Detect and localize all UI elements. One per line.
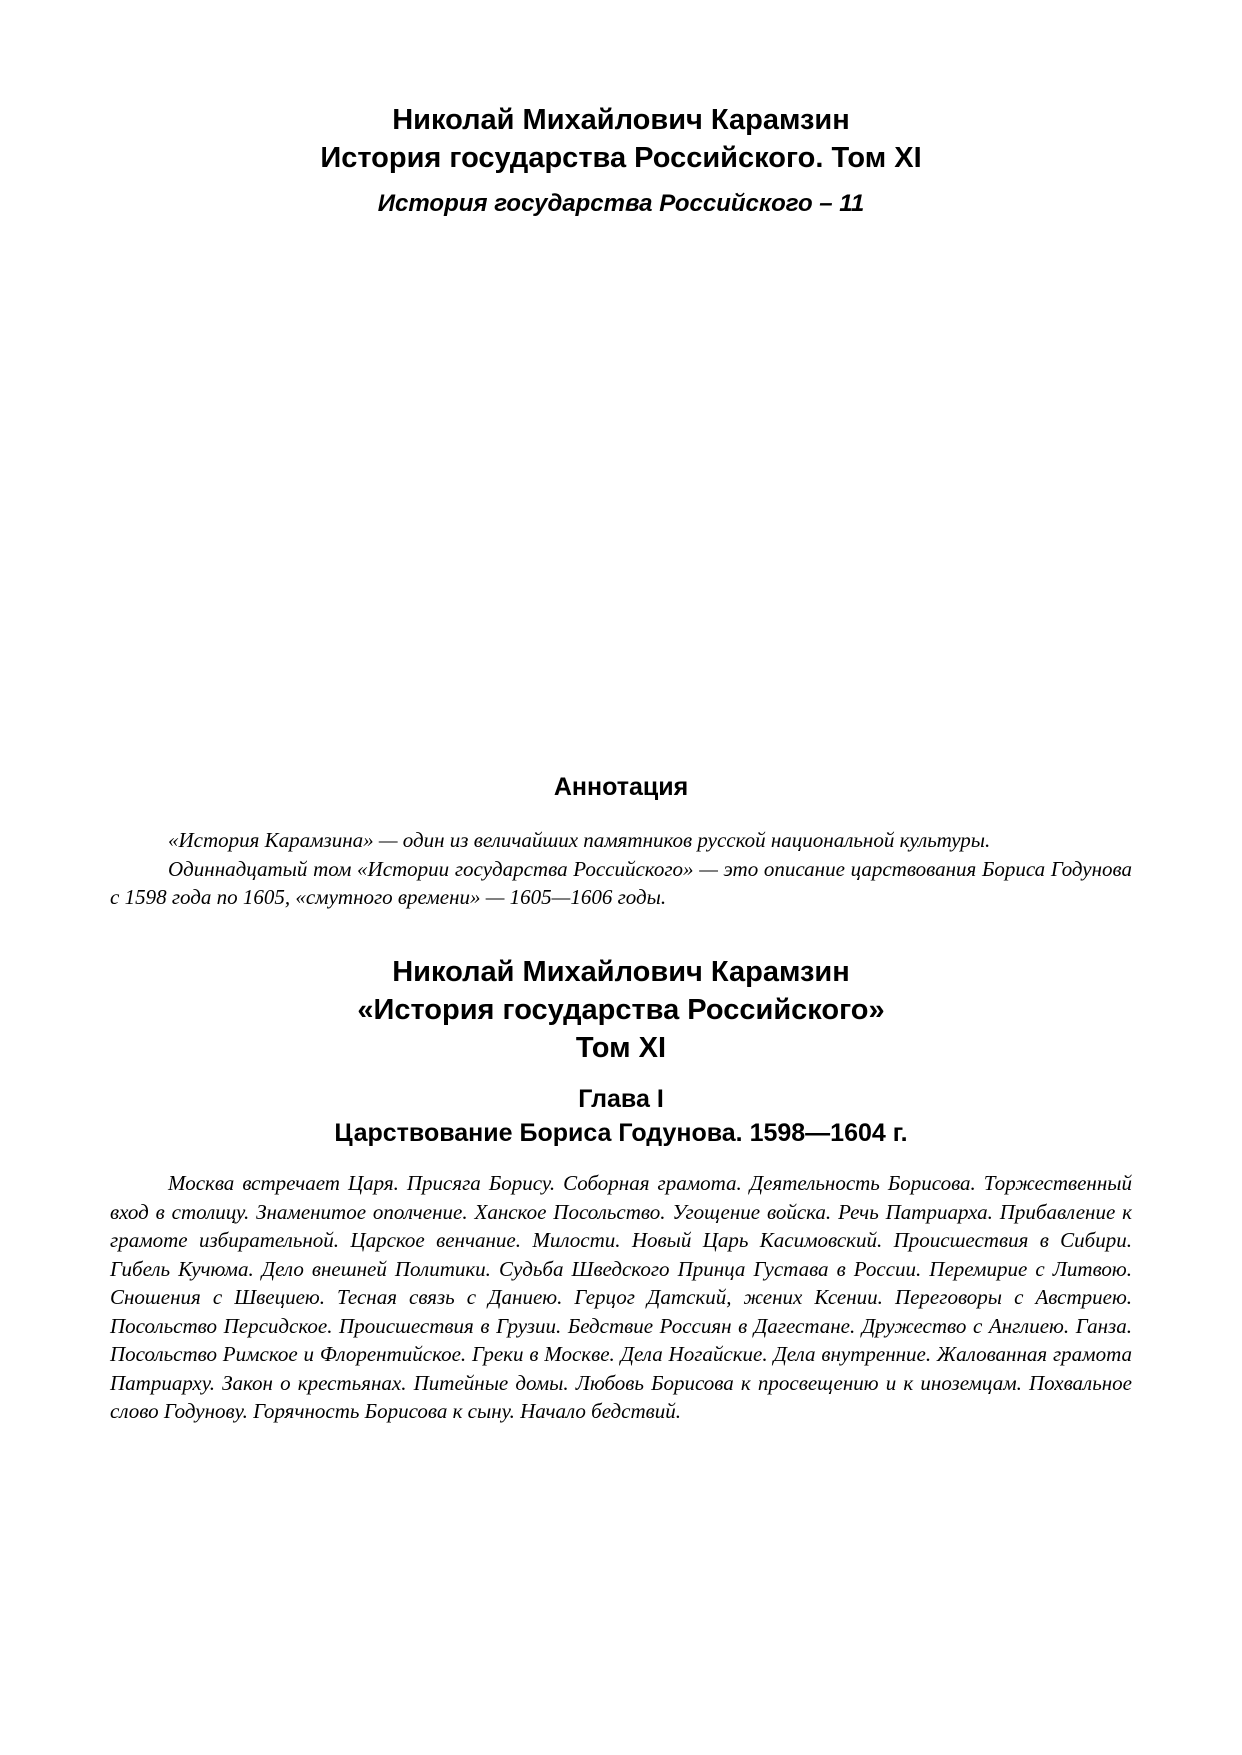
book-heading-volume: Том XI — [575, 1032, 667, 1064]
annotation-paragraph: Одиннадцатый том «Истории государства Российского» — это описание царствования Бориса Годунова с 1598 года по 1605, «смутного времени» — 1605—1606 годы. — [110, 856, 1132, 909]
chapter-title: Царствование Бориса Годунова. 1598—1604 г. — [334, 1119, 908, 1147]
header-title: История государства Российского. Том XI — [320, 142, 922, 174]
annotation-paragraph: «История Карамзина» — один из величайших памятников русской национальной культуры. — [168, 828, 991, 852]
header-author: Николай Михайлович Карамзин — [392, 104, 850, 136]
header-subtitle: История государства Российского – 11 — [377, 190, 865, 217]
annotation-heading: Аннотация — [553, 773, 689, 801]
document-header — [0, 101, 1242, 177]
book-heading — [0, 953, 1242, 1067]
chapter-number: Глава I — [578, 1085, 664, 1113]
chapter-heading — [0, 1082, 1242, 1150]
chapter-summary-paragraph: Москва встречает Царя. Присяга Борису. Соборная грамота. Деятельность Борисова. Торжественный вход в столицу. Знаменитое ополчение. Ханское Посольство. Угощение войска. Речь Патриарха. Прибавление к грамоте избирательной. Царское венчание. Милости. Новый Царь Касимовский. Происшествия в Сибири. Гибель Кучюма. Дело внешней Политики. Судьба Шведского Принца Густава в России. Перемирие с Литвою. Сношения с Швециею. Тесная связь с Даниею. Герцог Датский, жених Ксении. Переговоры с Австриею. Посольство Персидское. Происшествия в Грузии. Бедствие Россиян в Дагестане. Дружество с Англиею. Ганза. Посольство Римское и Флорентийское. Греки в Москве. Дела Ногайские. Дела внутренние. Жалованная грамота Патриарху. Закон о крестьянах. Питейные домы. Любовь Борисова к просвещению и к иноземцам. Похвальное слово Годунову. Горячность Борисова к сыну. Начало бедствий. — [110, 1171, 1132, 1423]
book-heading-author: Николай Михайлович Карамзин — [392, 956, 850, 988]
annotation-text — [110, 826, 1132, 912]
chapter-summary — [110, 1169, 1132, 1426]
book-heading-title: «История государства Российского» — [357, 994, 885, 1026]
